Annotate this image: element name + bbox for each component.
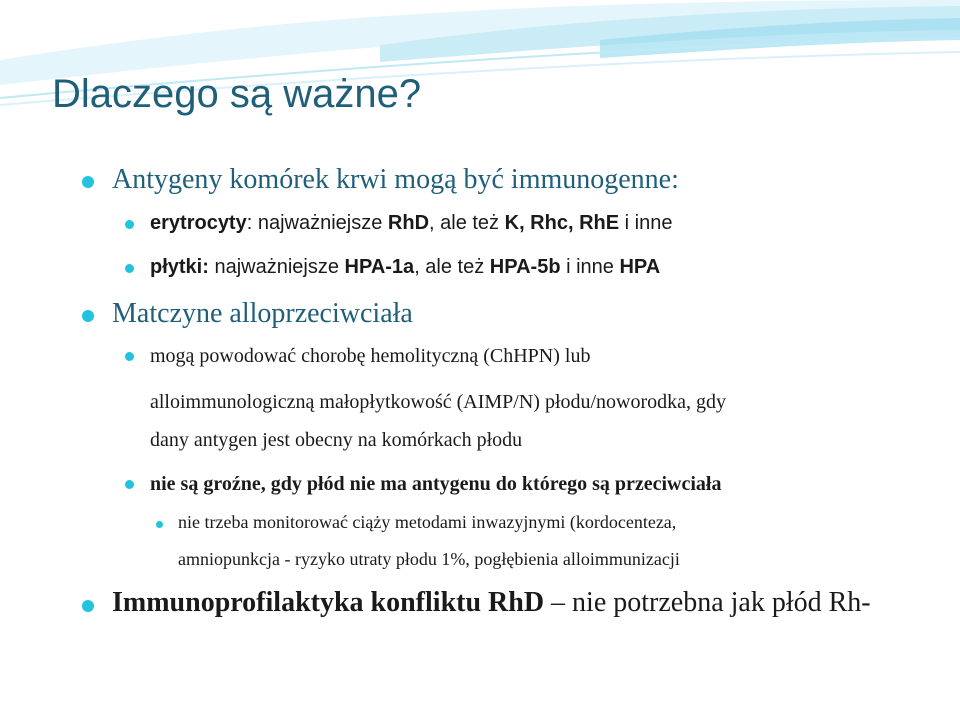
text-fragment: i inne <box>619 212 673 234</box>
bullet-icon <box>125 264 134 273</box>
subsubbullet-monitoring-line1: nie trzeba monitorować ciąży metodami inwazyjnymi (kordocenteza, <box>178 512 677 532</box>
text-fragment: , ale też <box>429 212 505 234</box>
term-erythrocytes: erytrocyty <box>150 212 247 234</box>
subbullet-platelets <box>150 256 660 279</box>
term-hpa1a: HPA-1a <box>344 256 415 278</box>
term-platelets: płytki: <box>150 256 209 278</box>
text-fragment: najważniejsze <box>208 256 345 278</box>
term-hpa5b: HPA-5b <box>489 256 561 278</box>
text-fragment: : najważniejsze <box>246 212 388 234</box>
text-fragment: , ale też <box>414 256 490 278</box>
subbullet-erythrocytes <box>150 212 672 235</box>
subbullet-not-dangerous: nie są groźne, gdy płód nie ma antygenu do którego są przeciwciała <box>150 473 722 495</box>
bullet-icon <box>125 480 134 489</box>
bullet-icon <box>156 521 163 528</box>
subbullet-can-cause-line1: mogą powodować chorobę hemolityczną (ChHPN) lub <box>150 345 591 367</box>
bullet-icon <box>82 176 94 188</box>
subsubbullet-monitoring-line2: amniopunkcja - ryzyko utraty płodu 1%, pogłębienia alloimmunizacji <box>178 549 680 569</box>
bullet-icon <box>125 220 134 229</box>
subbullet-can-cause-line2: alloimmunologiczną małopłytkowość (AIMP/N) płodu/noworodka, gdy <box>150 391 727 413</box>
bullet-icon <box>82 600 94 612</box>
page-title: Dlaczego są ważne? <box>52 72 422 116</box>
term-antigens: K, Rhc, RhE <box>504 212 620 234</box>
immunoprophylaxis-rest: – nie potrzebna jak płód Rh- <box>544 587 871 618</box>
text-fragment: i inne <box>560 256 620 278</box>
bullet-maternal-alloantibodies: Matczyne alloprzeciwciała <box>112 298 413 329</box>
immunoprophylaxis-term: Immunoprofilaktyka konfliktu RhD <box>112 587 545 618</box>
bullet-antigens: Antygeny komórek krwi mogą być immunogenne: <box>112 164 679 195</box>
bullet-immunoprophylaxis <box>112 587 871 619</box>
term-hpa: HPA <box>619 256 661 278</box>
bullet-icon <box>82 310 94 322</box>
term-rhd: RhD <box>387 212 430 234</box>
subbullet-can-cause-line3: dany antygen jest obecny na komórkach płodu <box>150 429 523 451</box>
bullet-icon <box>125 352 134 361</box>
